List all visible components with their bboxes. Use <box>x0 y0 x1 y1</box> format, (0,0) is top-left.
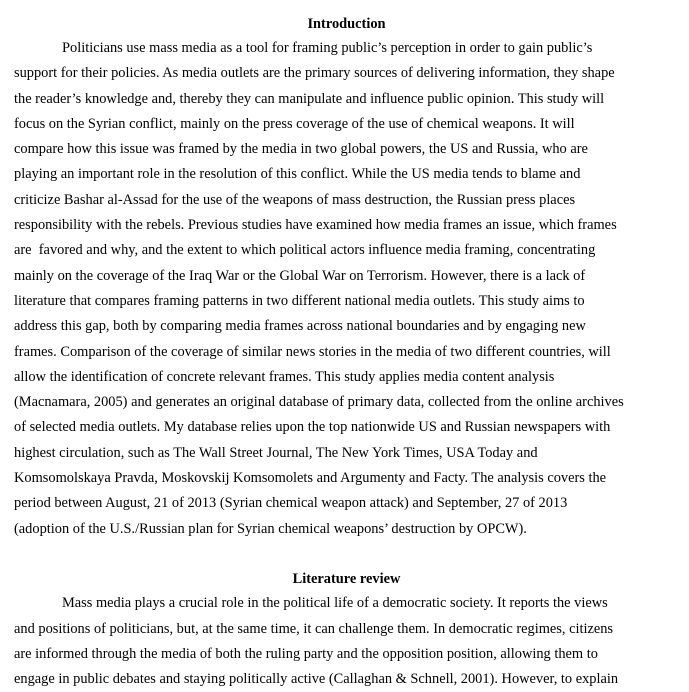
paragraph-line: playing an important role in the resolution of this conflict. While the US media tends to blame and <box>14 166 581 183</box>
section-spacer <box>14 542 679 567</box>
paragraph-line: allow the identification of concrete relevant frames. This study applies media content analysis <box>14 368 555 385</box>
paragraph-line: Komsomolskaya Pravda, Moskovskij Komsomolets and Argumenty and Facty. The analysis covers the <box>14 470 607 487</box>
paragraph-line: mainly on the coverage of the Iraq War or the Global War on Terrorism. However, there is a lack of <box>14 267 586 284</box>
document-page <box>14 12 679 692</box>
literature-review-paragraph <box>14 591 679 692</box>
paragraph-line: literature that compares framing patterns in two different national media outlets. This study aims to <box>14 292 585 309</box>
paragraph-line: of selected media outlets. My database relies upon the top nationwide US and Russian newspapers with <box>14 419 611 436</box>
introduction-paragraph <box>14 36 679 542</box>
paragraph-line: (Macnamara, 2005) and generates an original database of primary data, collected from the online archives <box>14 394 624 411</box>
paragraph-line: compare how this issue was framed by the media in two global powers, the US and Russia, who are <box>14 141 588 158</box>
paragraph-line: responsibility with the rebels. Previous studies have examined how media frames an issue, which frames <box>14 217 617 234</box>
paragraph-line: are informed through the media of both the ruling party and the opposition position, allowing them to <box>14 645 598 662</box>
paragraph-line: focus on the Syrian conflict, mainly on the press coverage of the use of chemical weapons. It will <box>14 115 575 132</box>
paragraph-line: highest circulation, such as The Wall Street Journal, The New York Times, USA Today and <box>14 444 538 461</box>
paragraph-line: Mass media plays a crucial role in the political life of a democratic society. It reports the views <box>62 595 608 612</box>
paragraph-line: criticize Bashar al-Assad for the use of the weapons of mass destruction, the Russian press places <box>14 191 576 208</box>
paragraph-line: are favored and why, and the extent to which political actors influence media framing, concentrating <box>14 242 596 259</box>
literature-review-heading: Literature review <box>292 571 401 588</box>
paragraph-line: the reader’s knowledge and, thereby they can manipulate and influence public opinion. This study will <box>14 90 605 107</box>
paragraph-line: Politicians use mass media as a tool for framing public’s perception in order to gain public’s <box>62 40 593 56</box>
paragraph-line: period between August, 21 of 2013 (Syrian chemical weapon attack) and September, 27 of 2013 <box>14 495 568 512</box>
paragraph-line: engage in public debates and staying politically active (Callaghan & Schnell, 2001). However, to explain <box>14 671 619 688</box>
paragraph-line: support for their policies. As media outlets are the primary sources of delivering information, they shape <box>14 65 615 82</box>
paragraph-line: frames. Comparison of the coverage of similar news stories in the media of two different countries, will <box>14 343 611 360</box>
paragraph-line: (adoption of the U.S./Russian plan for Syrian chemical weapons’ destruction by OPCW). <box>14 520 527 537</box>
paragraph-line: address this gap, both by comparing media frames across national boundaries and by engaging new <box>14 318 586 335</box>
introduction-heading: Introduction <box>307 16 386 32</box>
paragraph-line: and positions of politicians, but, at the same time, it can challenge them. In democratic regimes, citizens <box>14 620 614 637</box>
